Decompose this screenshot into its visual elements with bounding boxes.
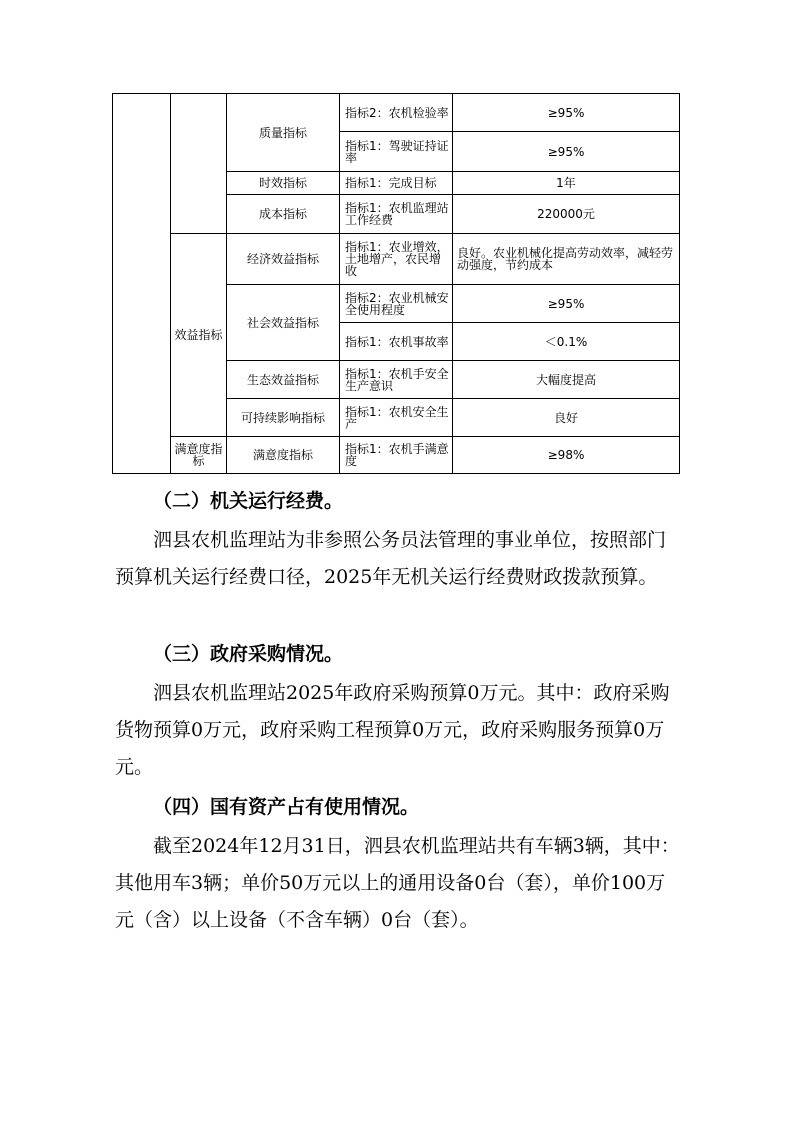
level2-cell: 效益指标: [171, 234, 227, 437]
level3-cell: 可持续影响指标: [227, 399, 340, 437]
performance-indicator-table: [112, 93, 680, 474]
level2-cell: 满意度指标: [171, 437, 227, 474]
indicator-cell: 指标2：农机检验率: [340, 94, 453, 132]
indicator-cell: 指标1：驾驶证持证率: [340, 132, 453, 172]
level3-cell: 质量指标: [227, 94, 340, 172]
level1-cell: [113, 94, 171, 474]
indicator-cell: 指标1：农机监理站工作经费: [340, 195, 453, 234]
level3-cell: 满意度指标: [227, 437, 340, 474]
value-cell: 220000元: [453, 195, 680, 234]
value-cell: ≥95%: [453, 285, 680, 323]
indicator-cell: 指标2：农业机械安全使用程度: [340, 285, 453, 323]
indicator-cell: 指标1：农机事故率: [340, 323, 453, 361]
section-heading-state-assets: （四）国有资产占有使用情况。: [153, 796, 420, 818]
table-row: [113, 94, 680, 132]
table-row: [113, 437, 680, 474]
level2-cell: [171, 94, 227, 234]
indicator-cell: 指标1：农机安全生产: [340, 399, 453, 437]
indicator-cell: 指标1：农业增效，土地增产，农民增收: [340, 234, 453, 285]
table-row: [113, 234, 680, 285]
level3-cell: 时效指标: [227, 172, 340, 195]
level3-cell: 成本指标: [227, 195, 340, 234]
level3-cell: 经济效益指标: [227, 234, 340, 285]
indicator-cell: 指标1：农机手满意度: [340, 437, 453, 474]
value-cell: 大幅度提高: [453, 361, 680, 399]
indicator-cell: 指标1：完成目标: [340, 172, 453, 195]
level3-cell: 生态效益指标: [227, 361, 340, 399]
section-body-operating-costs: 泗县农机监理站为非参照公务员法管理的事业单位，按照部门预算机关运行经费口径，2025年无机关运行经费财政拨款预算。: [115, 529, 667, 588]
value-cell: 1年: [453, 172, 680, 195]
value-cell: ≥95%: [453, 94, 680, 132]
value-cell: 良好。农业机械化提高劳动效率，减轻劳动强度，节约成本: [453, 234, 680, 285]
section-heading-procurement: （三）政府采购情况。: [153, 643, 344, 665]
indicator-cell: 指标1：农机手安全生产意识: [340, 361, 453, 399]
value-cell: ＜0.1%: [453, 323, 680, 361]
level3-cell: 社会效益指标: [227, 285, 340, 361]
value-cell: 良好: [453, 399, 680, 437]
section-heading-operating-costs: （二）机关运行经费。: [153, 490, 344, 512]
section-body-procurement: 泗县农机监理站2025年政府采购预算0万元。其中：政府采购货物预算0万元，政府采购工程预算0万元，政府采购服务预算0万元。: [115, 682, 670, 778]
value-cell: ≥98%: [453, 437, 680, 474]
section-body-state-assets: 截至2024年12月31日，泗县农机监理站共有车辆3辆，其中：其他用车3辆；单价50万元以上的通用设备0台（套），单价100万元（含）以上设备（不含车辆）0台（套）。: [115, 835, 680, 931]
value-cell: ≥95%: [453, 132, 680, 172]
